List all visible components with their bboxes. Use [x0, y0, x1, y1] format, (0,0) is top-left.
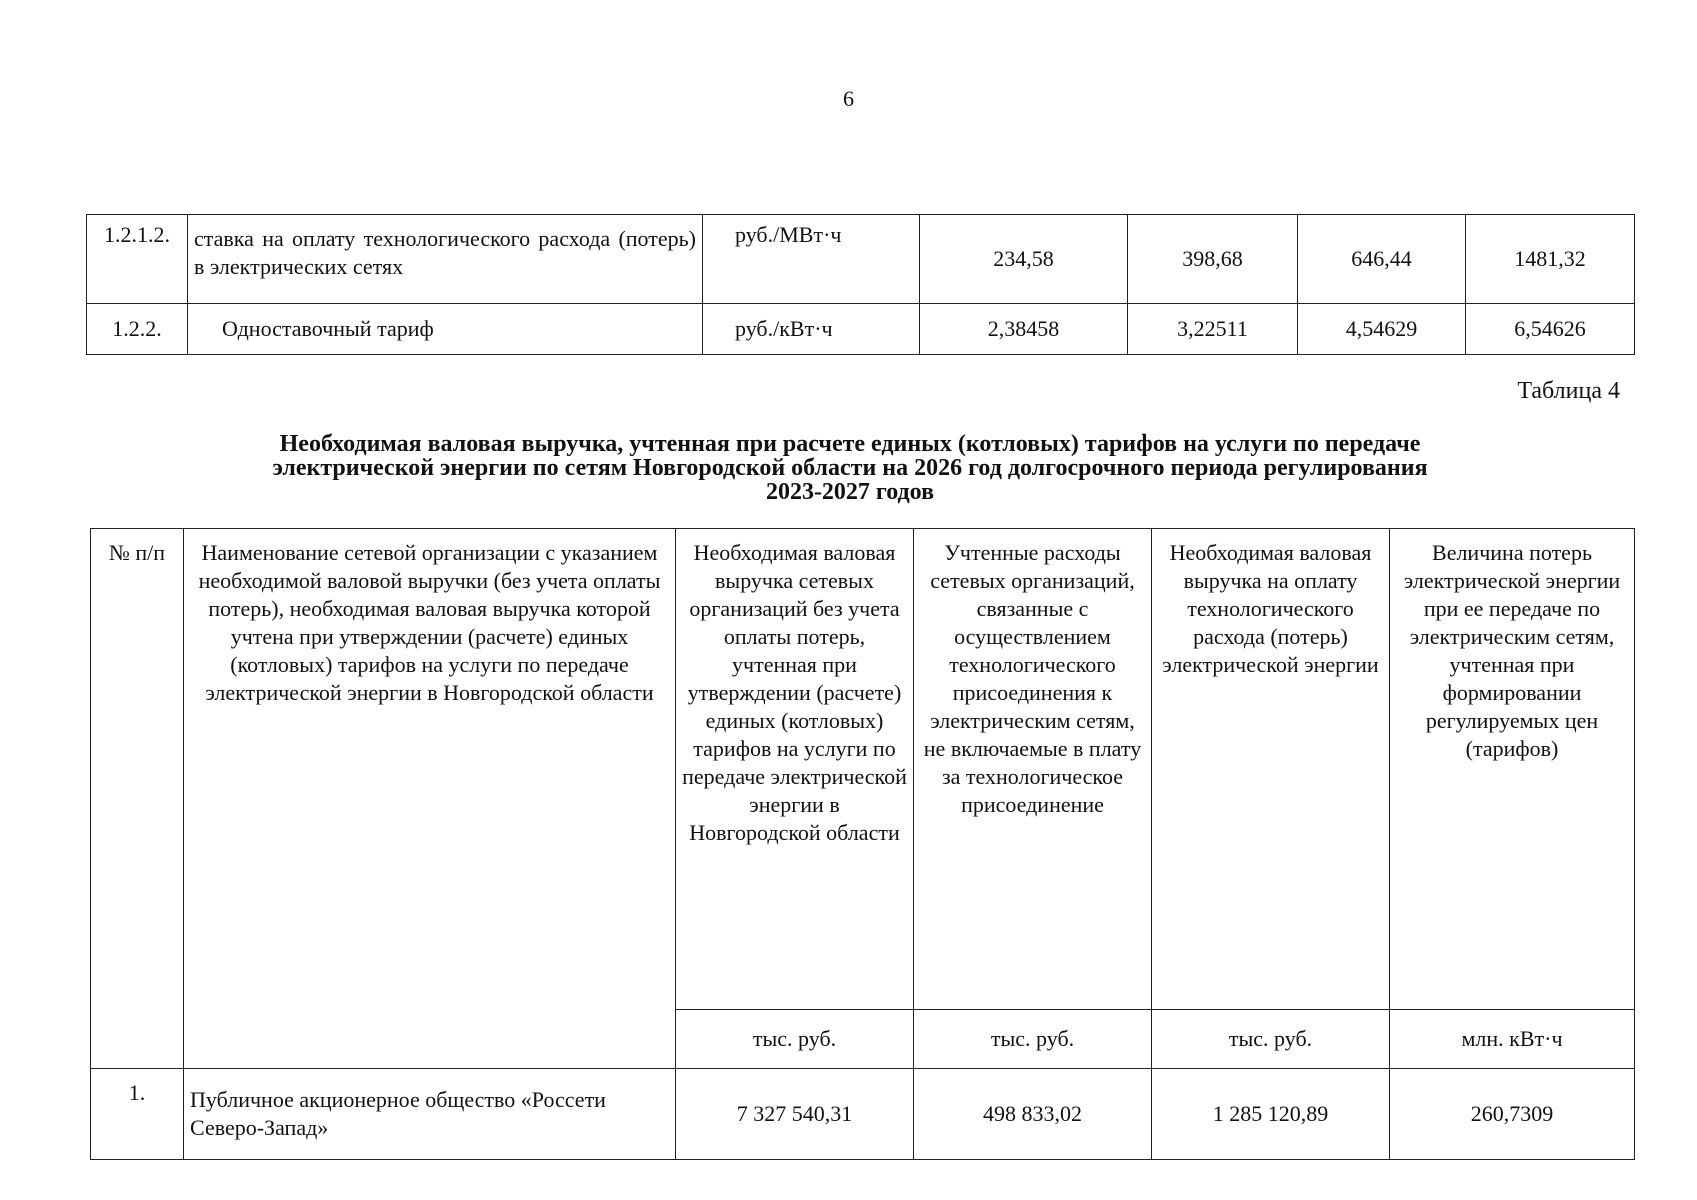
header-name: Наименование сетевой организации с указанием необходимой валовой выручки (без учета оплаты потерь), необходимая валовая выручка которой учтена при утверждении (расчете) единых (котловых) тарифов на услуги по передаче электрической энергии в Новгородской области	[184, 529, 676, 1069]
table-row	[91, 1069, 1635, 1160]
header-num: № п/п	[91, 529, 184, 1069]
page-number: 6	[843, 86, 854, 111]
row-value: 4,54629	[1298, 304, 1466, 355]
row-name: Публичное акционерное общество «Россети Северо-Запад»	[184, 1069, 676, 1160]
row-value: 646,44	[1298, 215, 1466, 304]
table-title	[150, 432, 1550, 504]
title-line: электрической энергии по сетям Новгородской области на 2026 год долгосрочного периода регулирования	[272, 455, 1428, 481]
table-row	[87, 304, 1635, 355]
unit-col3: тыс. руб.	[676, 1010, 914, 1069]
header-col6: Величина потерь электрической энергии при ее передаче по электрическим сетям, учтенная при формировании регулируемых цен (тарифов)	[1390, 529, 1635, 1010]
header-col3: Необходимая валовая выручка сетевых организаций без учета оплаты потерь, учтенная при утверждении (расчете) единых (котловых) тарифов на услуги по передаче электрической энергии в Новгородской области	[676, 529, 914, 1010]
row-name: ставка на оплату технологического расхода (потерь) в электрических сетях	[188, 215, 703, 304]
header-col4: Учтенные расходы сетевых организаций, связанные с осуществлением технологического присоединения к электрическим сетям, не включаемые в плату за технологическое присоединение	[914, 529, 1152, 1010]
row-value: 234,58	[920, 215, 1128, 304]
tariff-table-continued	[86, 214, 1635, 355]
row-unit: руб./МВт·ч	[703, 215, 920, 304]
row-number: 1.2.1.2.	[87, 215, 188, 304]
row-value: 2,38458	[920, 304, 1128, 355]
row-value: 7 327 540,31	[676, 1069, 914, 1160]
row-value: 6,54626	[1466, 304, 1635, 355]
row-number: 1.	[91, 1069, 184, 1160]
row-unit: руб./кВт·ч	[703, 304, 920, 355]
unit-col5: тыс. руб.	[1152, 1010, 1390, 1069]
row-number: 1.2.2.	[87, 304, 188, 355]
title-line: Необходимая валовая выручка, учтенная при расчете единых (котловых) тарифов на услуги по передаче	[279, 431, 1421, 457]
table-label: Таблица 4	[1517, 378, 1620, 404]
title-line: 2023-2027 годов	[765, 479, 935, 505]
header-col5: Необходимая валовая выручка на оплату технологического расхода (потерь) электрической энергии	[1152, 529, 1390, 1010]
unit-col4: тыс. руб.	[914, 1010, 1152, 1069]
row-value: 260,7309	[1390, 1069, 1635, 1160]
row-value: 398,68	[1128, 215, 1298, 304]
row-value: 1481,32	[1466, 215, 1635, 304]
row-name: Одноставочный тариф	[188, 304, 703, 355]
row-value: 3,22511	[1128, 304, 1298, 355]
table-row	[87, 215, 1635, 304]
row-value: 1 285 120,89	[1152, 1069, 1390, 1160]
header-row	[91, 529, 1635, 1010]
table-4	[90, 528, 1635, 1160]
unit-col6: млн. кВт·ч	[1390, 1010, 1635, 1069]
row-value: 498 833,02	[914, 1069, 1152, 1160]
